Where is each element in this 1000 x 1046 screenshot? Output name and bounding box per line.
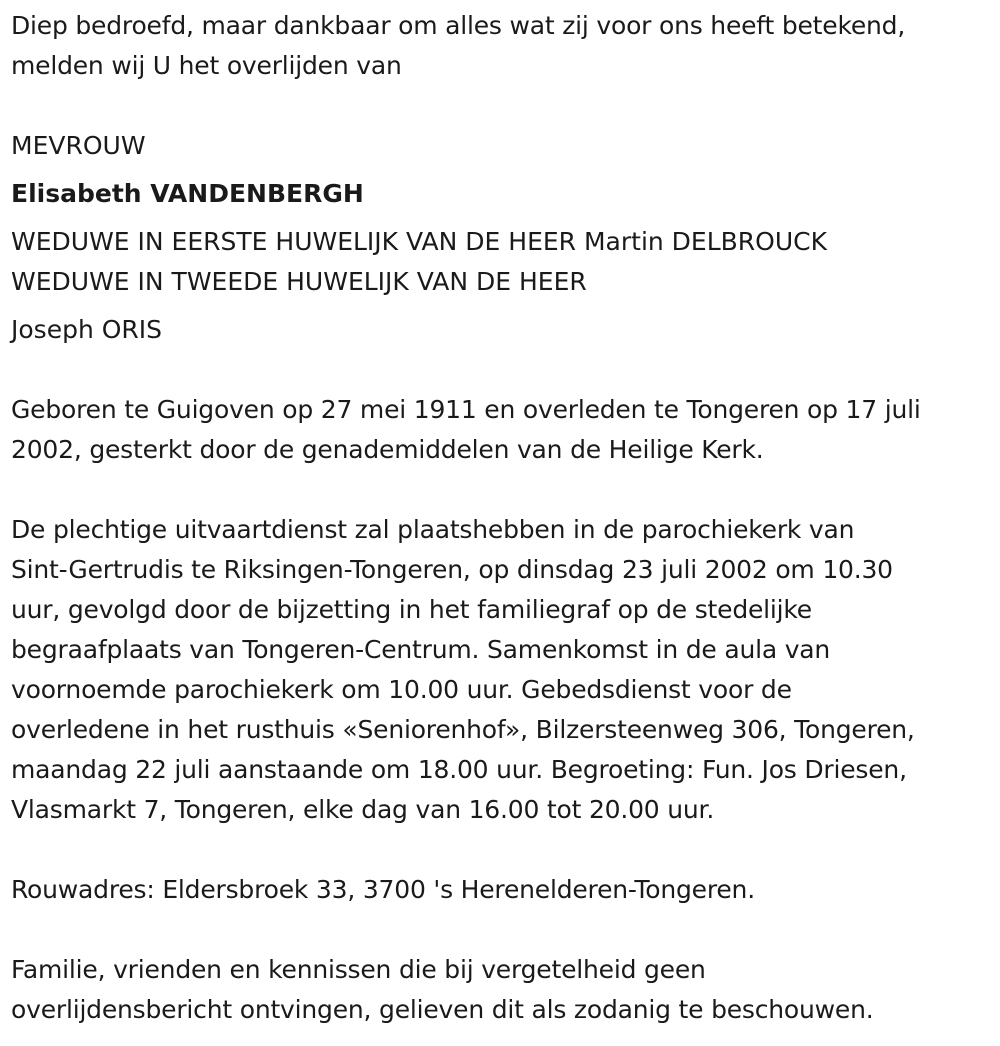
funeral-paragraph: De plechtige uitvaartdienst zal plaatshebben in de parochiekerk van Sint-Gertrudis te Riksingen-Tongeren, op dinsdag 23 juli 2002 om 10.30 uur, gevolgd door de bijzetting in het familiegraf op de stedelijke begraafplaats van Tongeren-Centrum. Samenkomst in de aula van voornoemde parochiekerk om 10.00 uur. Gebedsdienst voor de overledene in het rusthuis «Seniorenhof», Bilzersteenweg 306, Tongeren, maandag 22 juli aanstaande om 18.00 uur. Begroeting: Fun. Jos Driesen, Vlasmarkt 7, Tongeren, elke dag van 16.00 tot 20.00 uur.	[11, 515, 915, 824]
spacer	[11, 350, 996, 390]
salutation: MEVROUW	[11, 131, 146, 160]
second-husband-name: Joseph ORIS	[11, 315, 163, 344]
mourning-address: Rouwadres: Eldersbroek 33, 3700 's Herenelderen-Tongeren.	[11, 875, 755, 904]
obituary-notice	[11, 6, 996, 1030]
widow-first-marriage: WEDUWE IN EERSTE HUWELIJK VAN DE HEER Martin DELBROUCK	[11, 227, 828, 256]
spacer	[11, 470, 996, 510]
spacer	[11, 214, 996, 222]
widow-second-marriage: WEDUWE IN TWEEDE HUWELIJK VAN DE HEER	[11, 267, 587, 296]
closing-paragraph: Familie, vrienden en kennissen die bij vergetelheid geen overlijdensbericht ontvingen, gelieven dit als zodanig te beschouwen.	[11, 955, 874, 1024]
spacer	[11, 86, 996, 126]
spacer	[11, 302, 996, 310]
birth-death-paragraph: Geboren te Guigoven op 27 mei 1911 en overleden te Tongeren op 17 juli 2002, gesterkt door de genademiddelen van de Heilige Kerk.	[11, 395, 921, 464]
spacer	[11, 830, 996, 870]
spacer	[11, 166, 996, 174]
spacer	[11, 910, 996, 950]
deceased-name: Elisabeth VANDENBERGH	[11, 179, 364, 208]
intro-paragraph: Diep bedroefd, maar dankbaar om alles wat zij voor ons heeft betekend, melden wij U het overlijden van	[11, 11, 906, 80]
